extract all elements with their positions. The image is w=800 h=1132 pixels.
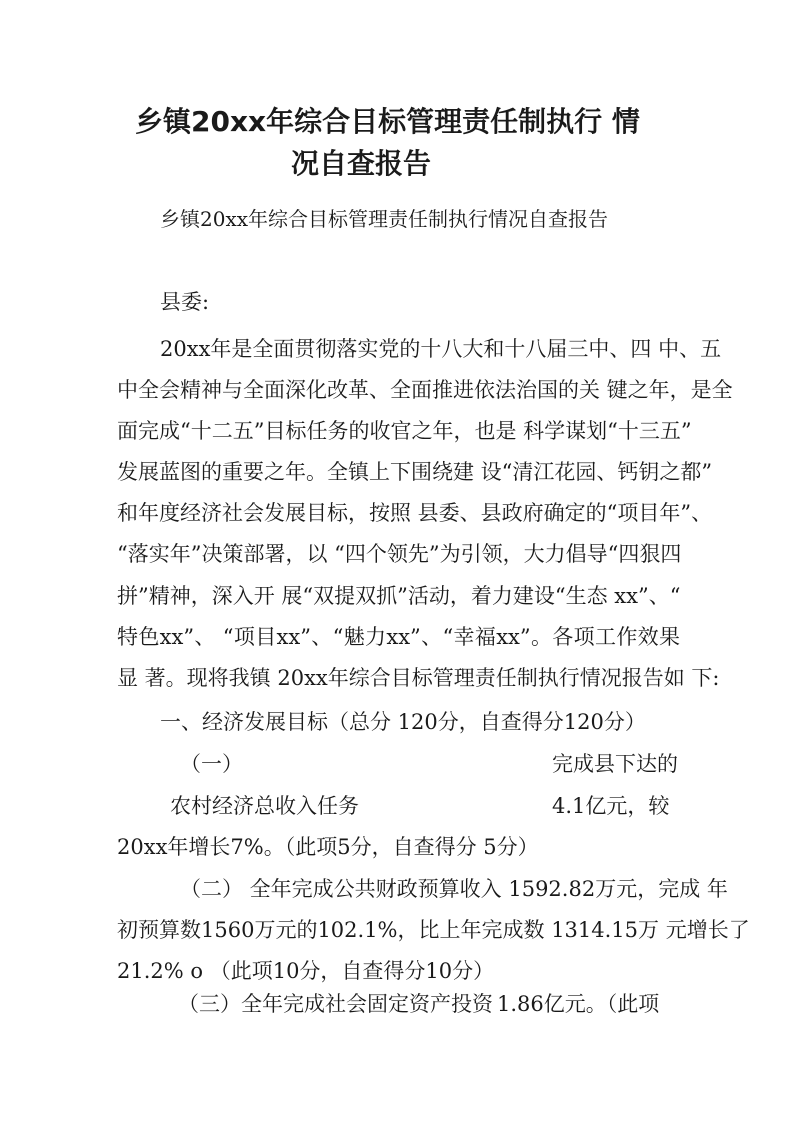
item-1-text-right: 完成县下达的 — [552, 752, 678, 776]
title-line-1: 乡镇20xx年综合目标管理责任制执行 情 — [135, 105, 640, 138]
item-3-right: 1.86亿元。（此项 — [497, 992, 660, 1016]
intro-line: 和年度经济社会发展目标，按照 县委、县政府确定的“项目年”、 — [117, 501, 713, 525]
intro-line: 中全会精神与全面深化改革、全面推进依法治国的关 键之年，是全 — [117, 378, 733, 402]
intro-line: 拼”精神，深入开 展“双提双抓”活动，着力建设“生态 xx”、“ — [117, 584, 681, 608]
intro-line: “落实年”决策部署，以 “四个领先”为引领，大力倡导“四狠四 — [117, 542, 682, 566]
item-1-number: （一） — [180, 752, 243, 776]
title-line-2: 况自查报告 — [291, 147, 432, 180]
subtitle: 乡镇20xx年综合目标管理责任制执行情况自查报告 — [160, 207, 609, 231]
intro-line: 20xx年是全面贯彻落实党的十八大和十八届三中、四 中、五 — [160, 337, 722, 361]
item-1-line-2-left: 农村经济总收入任务 — [170, 794, 359, 818]
intro-line: 显 著。现将我镇 20xx年综合目标管理责任制执行情况报告如 下: — [117, 666, 720, 690]
intro-line: 面完成“十二五”目标任务的收官之年，也是 科学谋划“十三五” — [117, 419, 692, 443]
item-2-line-3: 21.2% o （此项10分，自查得分10分） — [117, 959, 495, 983]
intro-line: 发展蓝图的重要之年。全镇上下围绕建 设“清江花园、钙钥之都” — [117, 460, 713, 484]
item-3-left: （三）全年完成社会固定资产投资 — [178, 992, 493, 1016]
item-2-line-2: 初预算数1560万元的102.1%，比上年完成数 1314.15万 元增长了 — [117, 918, 750, 942]
section-1-heading: 一、经济发展目标（总分 120分，自查得分120分） — [160, 710, 646, 734]
intro-line: 特色xx”、 “项目xx”、“魅力xx”、“幸福xx”。各项工作效果 — [117, 625, 680, 649]
salutation: 县委: — [160, 290, 210, 314]
item-1-line-3: 20xx年增长7%。（此项5分，自查得分 5分） — [117, 835, 539, 859]
item-2-line-1: （二） 全年完成公共财政预算收入 1592.82万元，完成 年 — [180, 877, 728, 901]
item-1-line-2-right: 4.1亿元，较 — [552, 794, 670, 818]
